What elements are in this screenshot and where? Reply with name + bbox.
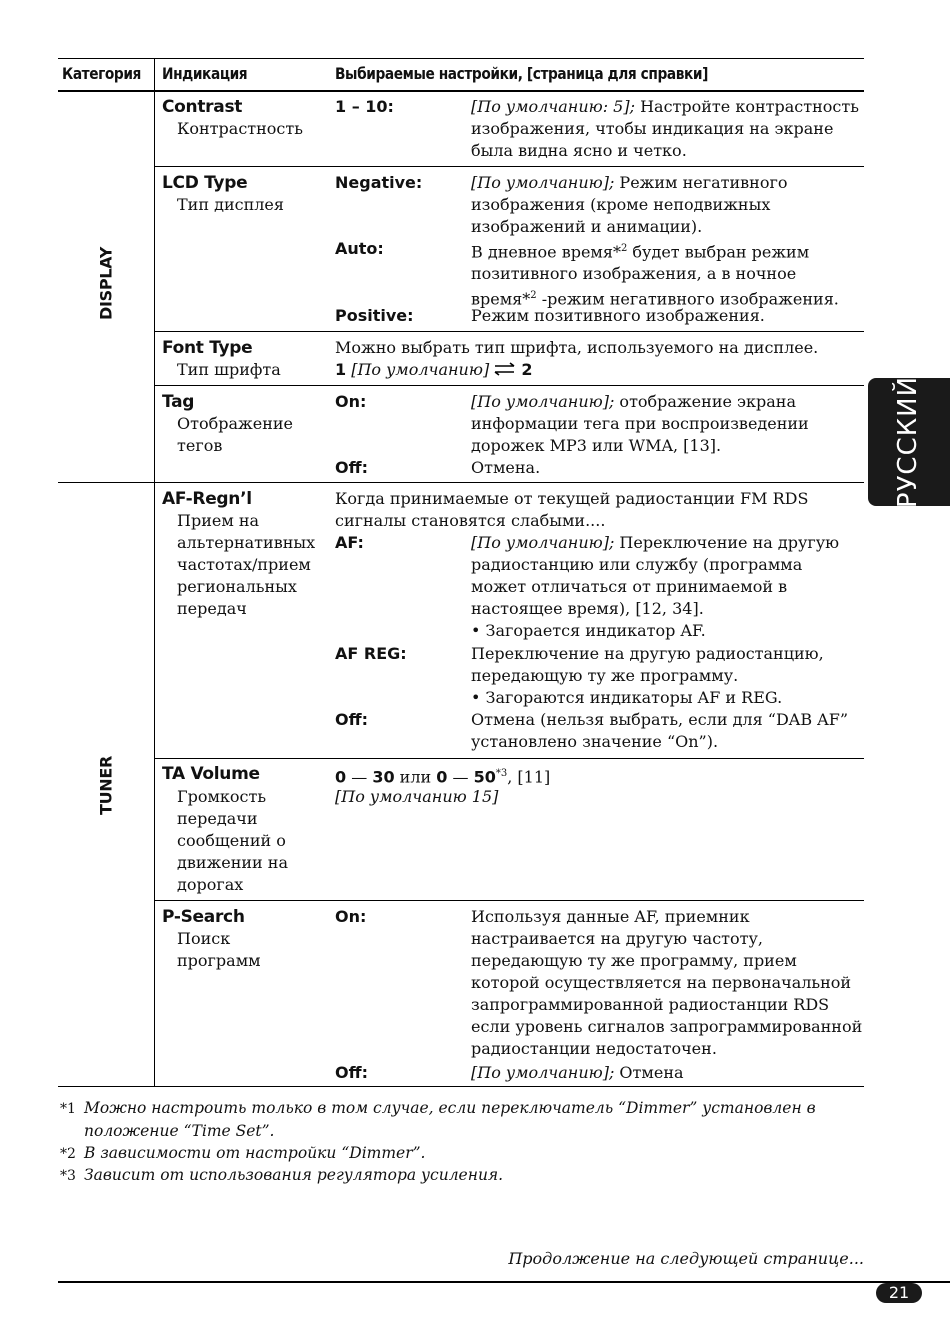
row-rule <box>155 331 864 332</box>
option-on: On: <box>335 907 367 926</box>
option-positive: Positive: <box>335 306 414 325</box>
category-tuner: TUNER <box>96 755 116 816</box>
header-settings: Выбираемые настройки, [страница для справки] <box>335 64 708 83</box>
option-desc: Отмена. <box>471 458 541 477</box>
row-rule <box>155 758 864 759</box>
setting-sub-tag: Отображение тегов <box>177 414 293 455</box>
section-rule <box>58 482 864 483</box>
setting-sub-ta-volume: Громкость передачи сообщений о движении на дорогах <box>177 787 288 894</box>
header-indication: Индикация <box>162 64 248 83</box>
option-af: AF: <box>335 533 364 552</box>
header-col2-divider <box>154 58 155 90</box>
setting-name-ta-volume: TA Volume <box>162 764 260 784</box>
option-desc: Отмена (нельзя выбрать, если для “DAB AF” установлено значение “On”). <box>471 710 848 751</box>
option-desc: Используя данные AF, приемник настраивается на другую частоту, передающую ту же программу, прием которой осуществляется на первоначальной запрограммированной радиостанции RDS если уровень сигналов запрограммированной радиостанции недостаточен. <box>471 907 863 1058</box>
option-contrast-range: 1 – 10: <box>335 97 394 116</box>
option-desc: [По умолчанию]; Режим негативного изображения (кроме неподвижных изображений и анимации). <box>471 173 788 236</box>
table-bottom-rule <box>58 1086 864 1087</box>
toggle-arrows-icon <box>494 360 516 382</box>
setting-name-contrast: Contrast <box>162 97 243 117</box>
ta-volume-default: [По умолчанию 15] <box>335 787 499 806</box>
table-top-rule <box>58 58 864 59</box>
setting-sub-lcd-type: Тип дисплея <box>177 195 284 214</box>
option-off: Off: <box>335 710 368 729</box>
option-off: Off: <box>335 1063 368 1082</box>
option-auto: Auto: <box>335 239 384 258</box>
page-number: 21 <box>888 1283 910 1302</box>
setting-sub-p-search: Поиск программ <box>177 929 261 970</box>
option-desc: В дневное время*$^2$ будет выбран режим позитивного изображения, а в ночное время*$^2$ -режим негативного изображения. <box>471 242 839 309</box>
language-tab-label: РУССКИЙ <box>893 375 923 509</box>
setting-name-af-regnl: AF-Regn’l <box>162 489 252 509</box>
setting-name-p-search: P-Search <box>162 907 245 927</box>
setting-name-lcd-type: LCD Type <box>162 173 248 193</box>
footnote-1: *1 Можно настроить только в том случае, если переключатель “Dimmer” установлен в положение “Time Set”. <box>60 1099 816 1140</box>
table-header-rule <box>58 90 864 92</box>
af-intro: Когда принимаемые от текущей радиостанции FM RDS сигналы становятся слабыми.... <box>335 489 809 530</box>
continued-note: Продолжение на следующей странице... <box>508 1249 864 1268</box>
option-desc: [По умолчанию]; Отмена <box>471 1063 684 1082</box>
setting-sub-contrast: Контрастность <box>177 119 303 138</box>
option-negative: Negative: <box>335 173 423 192</box>
font-type-desc: Можно выбрать тип шрифта, используемого на дисплее. <box>335 338 819 357</box>
option-desc: [По умолчанию]; Переключение на другую радиостанцию или службу (программа может отличаться от принимаемой в настоящее время), [12, 34]. • Загорается индикатор AF. <box>471 533 840 640</box>
option-on: On: <box>335 392 367 411</box>
row-rule <box>155 166 864 167</box>
option-af-reg: AF REG: <box>335 644 407 663</box>
option-desc: [По умолчанию: 5]; Настройте контрастность изображения, чтобы индикация на экране была видна ясно и четко. <box>471 97 859 160</box>
row-rule <box>155 900 864 901</box>
font-type-values: 1 [По умолчанию] 2 <box>335 359 863 382</box>
header-category: Категория <box>62 64 141 83</box>
footnote-3: *3 Зависит от использования регулятора усиления. <box>60 1166 504 1184</box>
option-desc: Режим позитивного изображения. <box>471 306 765 325</box>
category-display: DISPLAY <box>96 246 116 321</box>
setting-sub-af-regnl: Прием на альтернативных частотах/прием региональных передач <box>177 511 316 618</box>
bottom-rule <box>58 1281 950 1283</box>
setting-name-font-type: Font Type <box>162 338 253 358</box>
setting-sub-font-type: Тип шрифта <box>177 360 281 379</box>
row-rule <box>155 385 864 386</box>
col-divider-vertical <box>154 58 155 1086</box>
footnote-2: *2 В зависимости от настройки “Dimmer”. <box>60 1144 426 1162</box>
setting-name-tag: Tag <box>162 392 195 412</box>
option-desc: Переключение на другую радиостанцию, передающую ту же программу. • Загораются индикаторы AF и REG. <box>471 644 824 707</box>
option-desc: [По умолчанию]; отображение экрана информации тега при воспроизведении дорожек MP3 или WMA, [13]. <box>471 392 809 455</box>
ta-volume-range: 0 — 30 или 0 — 50$^{*3}$, [11] <box>335 767 551 787</box>
option-off: Off: <box>335 458 368 477</box>
